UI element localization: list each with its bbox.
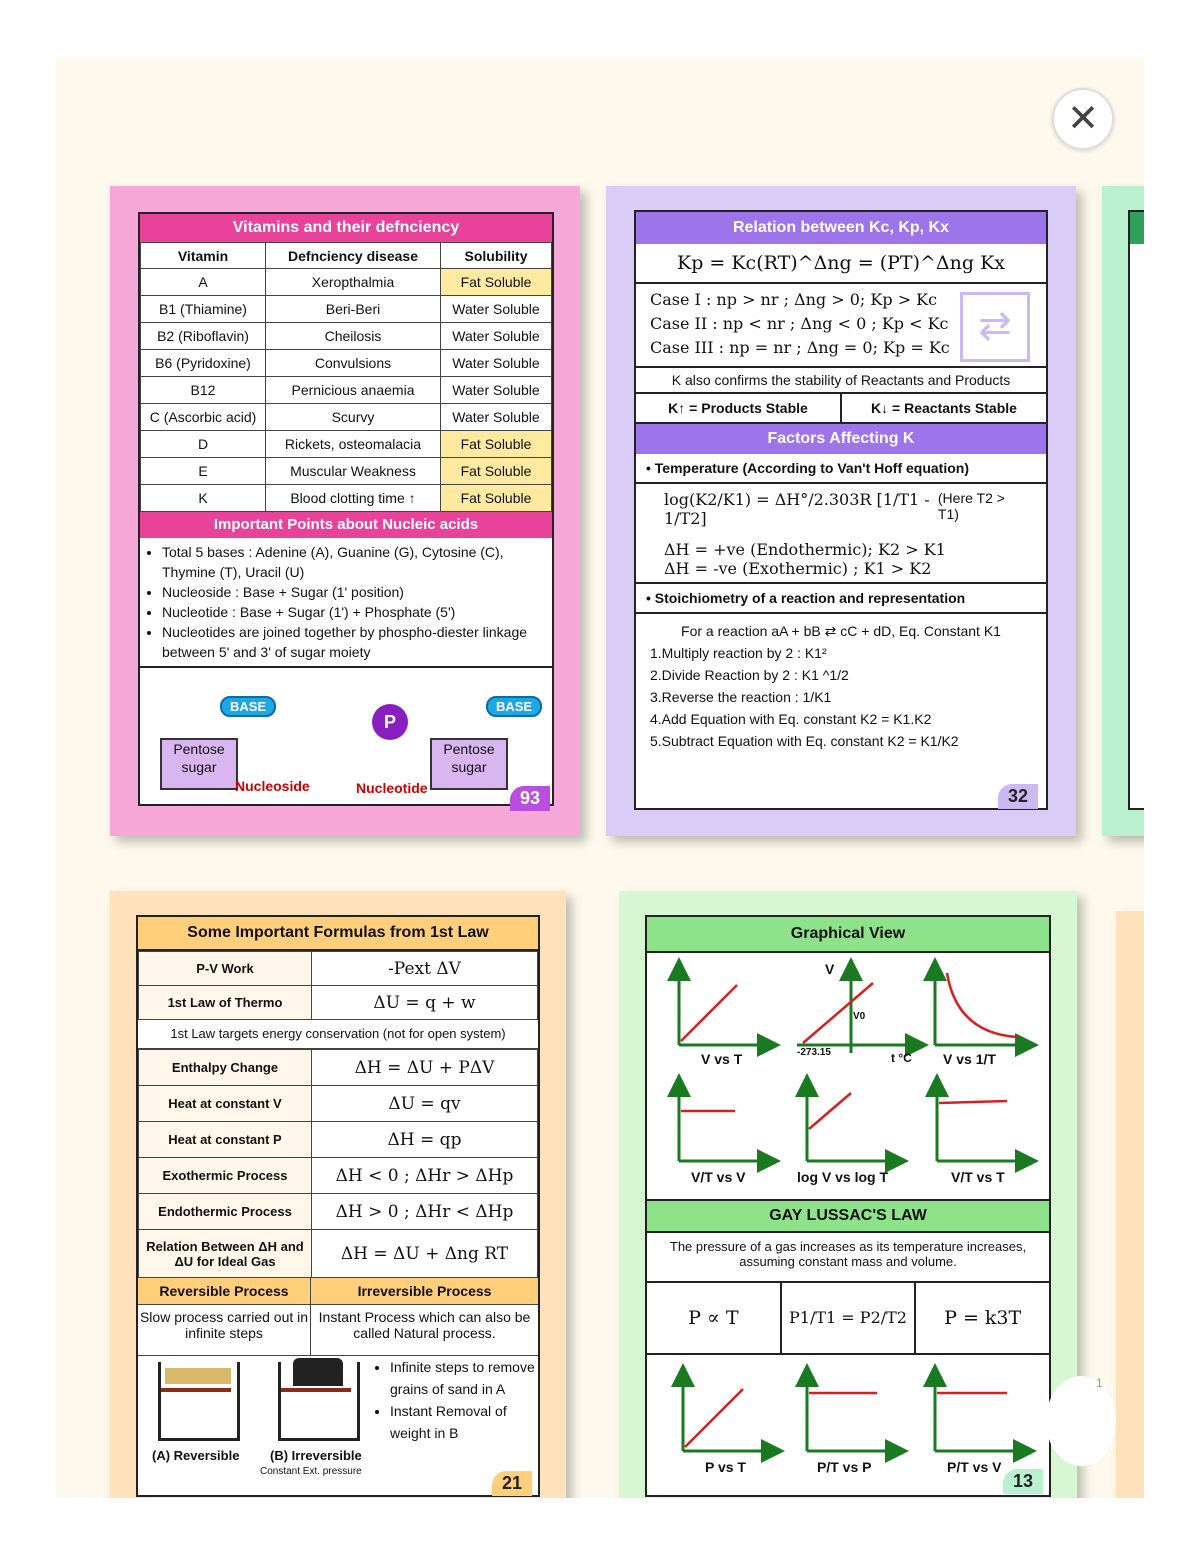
pentose-sugar-2: Pentose sugar <box>430 738 508 790</box>
list-item: • Nucleotides are joined together by phospho-diester linkage between 5' and 3' of sugar moiety <box>162 622 544 662</box>
table-row <box>139 1122 538 1158</box>
quantity-cell: P-V Work <box>139 952 312 986</box>
vitamins-title: Vitamins and their defnciency <box>140 214 552 242</box>
quantity-cell: Exothermic Process <box>139 1158 312 1194</box>
table-row <box>139 1050 538 1086</box>
overlay-badge: 1 <box>1096 1376 1103 1390</box>
formula-cell: ΔH > 0 ; ΔHr < ΔHp <box>312 1194 538 1230</box>
disease-cell: Blood clotting time ↑ <box>266 485 441 512</box>
table-row <box>141 458 552 485</box>
graph-label-8: P/T vs P <box>817 1459 872 1475</box>
graph-label-6: V/T vs T <box>951 1169 1005 1185</box>
formula-cell: ΔH = ΔU + Δng RT <box>312 1230 538 1278</box>
stoichiometry-block <box>636 614 1046 758</box>
process-figures <box>138 1356 538 1480</box>
base-badge-2: BASE <box>486 696 542 717</box>
vant-hoff-block <box>636 484 1046 584</box>
case-line: Case II : np < nr ; Δng < 0 ; Kp < Kc <box>650 314 949 333</box>
disease-cell: Muscular Weakness <box>266 458 441 485</box>
table-row <box>139 1230 538 1278</box>
pressure-graphs <box>647 1355 1049 1495</box>
table-row <box>139 986 538 1020</box>
solubility-cell: Fat Soluble <box>441 431 552 458</box>
quantity-cell: Relation Between ΔH and ΔU for Ideal Gas <box>139 1230 312 1278</box>
table-row <box>141 377 552 404</box>
vitamin-cell: B2 (Riboflavin) <box>141 323 266 350</box>
formula-cell: ΔU = q + w <box>312 986 538 1020</box>
axis-v-label: V <box>825 961 835 977</box>
figure-caption: Constant Ext. pressure <box>260 1466 362 1477</box>
thermo-card-content <box>136 915 540 1497</box>
vitamins-table <box>140 242 552 512</box>
next-card-partial-2[interactable] <box>1116 911 1144 1498</box>
thermo-title: Some Important Formulas from 1st Law <box>138 917 538 951</box>
table-row <box>141 431 552 458</box>
irreversible-header: Irreversible Process <box>357 1283 492 1299</box>
stoichiometry-point: Stoichiometry of a reaction and representation <box>654 590 966 606</box>
pentose-sugar-1: Pentose sugar <box>160 738 238 790</box>
vitamin-cell: B6 (Pyridoxine) <box>141 350 266 377</box>
stability-note: K also confirms the stability of Reactants and Products <box>636 368 1046 394</box>
irreversible-figure <box>278 1362 360 1441</box>
disease-cell: Cheilosis <box>266 323 441 350</box>
vitamin-cell: B12 <box>141 377 266 404</box>
reversible-header: Reversible Process <box>138 1278 311 1304</box>
base-badge-1: BASE <box>220 696 276 717</box>
quantity-cell: Enthalpy Change <box>139 1050 312 1086</box>
solubility-cell: Water Soluble <box>441 377 552 404</box>
reversible-caption: (A) Reversible <box>152 1448 240 1463</box>
gas-card-content <box>645 915 1051 1497</box>
solubility-cell: Water Soluble <box>441 350 552 377</box>
k-up-note: K↑ = Products Stable <box>636 394 842 422</box>
first-law-note: 1st Law targets energy conservation (not for open system) <box>138 1020 538 1049</box>
phosphate-circle: P <box>372 704 408 740</box>
col-vitamin: Vitamin <box>141 243 266 269</box>
graph-label-7: P vs T <box>705 1459 746 1475</box>
disease-cell: Scurvy <box>266 404 441 431</box>
vant-hoff-equation: log(K2/K1) = ΔH°/2.303R [1/T1 - 1/T2] <box>664 490 930 528</box>
graph-label-5: log V vs log T <box>797 1169 889 1185</box>
vant-hoff-note: (Here T2 > T1) <box>937 490 1005 522</box>
list-item: • Nucleoside : Base + Sugar (1' position) <box>162 582 544 602</box>
formula-2: P1/T1 = P2/T2 <box>782 1283 917 1353</box>
formula-cell: -Pext ΔV <box>312 952 538 986</box>
reaction-step: 5.Subtract Equation with Eq. constant K2 = K1/K2 <box>650 733 959 749</box>
overlay-bubble[interactable] <box>1046 1376 1116 1466</box>
vitamins-card-content <box>138 212 554 806</box>
disease-cell: Rickets, osteomalacia <box>266 431 441 458</box>
solubility-cell: Water Soluble <box>441 323 552 350</box>
vitamin-cell: D <box>141 431 266 458</box>
table-row <box>141 269 552 296</box>
reversible-figure <box>158 1362 240 1441</box>
irreversible-desc: Instant Process which can also be called Natural process. <box>318 1309 531 1341</box>
case-line: Case III : np = nr ; Δng = 0; Kp = Kc <box>650 338 950 357</box>
quantity-cell: Heat at constant P <box>139 1122 312 1158</box>
nucleotide-label: Nucleotide <box>356 780 428 796</box>
graph-label-9: P/T vs V <box>947 1459 1002 1475</box>
solubility-cell: Fat Soluble <box>441 485 552 512</box>
graph-label-3: V vs 1/T <box>943 1051 996 1067</box>
vitamin-cell: B1 (Thiamine) <box>141 296 266 323</box>
formula-3: P = k3T <box>944 1307 1022 1329</box>
quantity-cell: 1st Law of Thermo <box>139 986 312 1020</box>
page-number: 32 <box>998 784 1038 809</box>
gay-lussac-title: GAY LUSSAC'S LAW <box>647 1201 1049 1233</box>
equilibrium-card[interactable] <box>606 186 1076 836</box>
quantity-cell: Heat at constant V <box>139 1086 312 1122</box>
gay-lussac-desc: The pressure of a gas increases as its temperature increases, assuming constant mass and volume. <box>647 1233 1049 1283</box>
main-equation: Kp = Kc(RT)^Δng = (PT)^Δng Kx <box>636 244 1046 284</box>
col-solubility: Solubility <box>441 243 552 269</box>
nucleoside-label: Nucleoside <box>235 778 310 794</box>
reaction-step: 3.Reverse the reaction : 1/K1 <box>650 689 832 705</box>
formula-cell: ΔU = qv <box>312 1086 538 1122</box>
reaction-step: 2.Divide Reaction by 2 : K1 ^1/2 <box>650 667 849 683</box>
solubility-cell: Water Soluble <box>441 404 552 431</box>
formula-cell: ΔH = ΔU + PΔV <box>312 1050 538 1086</box>
graph-label-4: V/T vs V <box>691 1169 746 1185</box>
table-row <box>141 350 552 377</box>
vitamin-cell: A <box>141 269 266 296</box>
page-number: 13 <box>1003 1469 1043 1494</box>
table-row <box>141 296 552 323</box>
factors-title: Factors Affecting K <box>636 424 1046 454</box>
disease-cell: Xeropthalmia <box>266 269 441 296</box>
vitamins-card[interactable] <box>110 186 580 836</box>
formula-cell: ΔH < 0 ; ΔHr > ΔHp <box>312 1158 538 1194</box>
solubility-cell: Fat Soluble <box>441 458 552 485</box>
list-item: • Total 5 bases : Adenine (A), Guanine (G), Cytosine (C), Thymine (T), Uracil (U) <box>162 542 544 582</box>
thermo-table-2 <box>138 1049 538 1278</box>
table-row <box>139 1158 538 1194</box>
reaction-step: 1.Multiply reaction by 2 : K1² <box>650 645 827 661</box>
cases-block <box>636 284 1046 368</box>
nucleic-title: Important Points about Nucleic acids <box>140 512 552 538</box>
equilibrium-card-content: Relation between Kc, Kp, Kx Kp = Kc(RT)^Δng = (PT)^Δng Kx Case I : np > nr ; Δng > 0; Kp > Kc Case II : np < nr ; Δng < 0 ; Kp < Kc Case III : np = nr ; Δng = 0; Kp = Kc ⇄ K also confirms the stability of Reactants and Products K↑ = Products Stable K↓ = Reactants Stable Factors Affecting K • Temperature (According to Van't Hoff equation) log(K2/K1) = ΔH°/2.303R [1/T1 - 1/T2] (Here T2 > T1) ΔH = +ve (Endothermic); K2 > K1 ΔH = -ve (Exothermic) ; K1 > K2 • Stoichiometry of a reaction and representation For a reaction aA + bB ⇄ cC + dD, Eq. Constant K1 1.Multiply reaction by 2 : K1² 2.Divide Reaction by 2 : K1 ^1/2 3.Reverse the reaction : 1/K1 4.Add Equation with Eq. constant K2 = K1.K2 5.Subtract Equation with Eq. constant K2 = K1/K2 <box>634 210 1048 810</box>
table-row <box>139 1086 538 1122</box>
close-button[interactable] <box>1052 88 1114 150</box>
thermo-card[interactable] <box>110 891 566 1498</box>
case-line: Case I : np > nr ; Δng > 0; Kp > Kc <box>650 290 938 309</box>
nucleic-points <box>140 538 552 666</box>
graphical-view-title: Graphical View <box>647 917 1049 953</box>
vitamin-cell: K <box>141 485 266 512</box>
exothermic-line: ΔH = -ve (Exothermic) ; K1 > K2 <box>664 559 932 578</box>
next-card-partial[interactable] <box>1102 186 1144 836</box>
flashcard-viewer <box>56 58 1144 1498</box>
table-row <box>141 323 552 350</box>
graphs-svg <box>647 953 1049 1199</box>
graphs-grid <box>647 953 1049 1201</box>
col-disease: Defnciency disease <box>266 243 441 269</box>
disease-cell: Convulsions <box>266 350 441 377</box>
nucleotide-diagram <box>140 666 552 828</box>
axis-v0-label: V0 <box>853 1011 866 1022</box>
disease-cell: Beri-Beri <box>266 296 441 323</box>
formula-cell: ΔH = qp <box>312 1122 538 1158</box>
close-icon: ✕ <box>1067 98 1099 140</box>
list-item: • Instant Removal of weight in B <box>390 1400 540 1444</box>
thermo-table <box>138 951 538 1020</box>
quantity-cell: Endothermic Process <box>139 1194 312 1230</box>
graph-label-2: t °C <box>891 1051 912 1065</box>
k-down-note: K↓ = Reactants Stable <box>871 400 1017 416</box>
irreversible-caption: (B) Irreversible <box>270 1448 362 1463</box>
reversible-desc: Slow process carried out in infinite steps <box>138 1305 311 1355</box>
table-row <box>139 1194 538 1230</box>
temp-zero-label: -273.15 <box>797 1047 831 1058</box>
vitamin-cell: C (Ascorbic acid) <box>141 404 266 431</box>
endothermic-line: ΔH = +ve (Endothermic); K2 > K1 <box>664 540 946 559</box>
solubility-cell: Water Soluble <box>441 296 552 323</box>
equilibrium-arrows-icon: ⇄ <box>960 292 1030 362</box>
gas-laws-card[interactable] <box>619 891 1077 1498</box>
disease-cell: Pernicious anaemia <box>266 377 441 404</box>
page-number: 93 <box>510 786 550 811</box>
vitamin-cell: E <box>141 458 266 485</box>
table-row <box>139 952 538 986</box>
equilibrium-title: Relation between Kc, Kp, Kx <box>636 212 1046 244</box>
list-item: • Infinite steps to remove grains of sand in A <box>390 1356 540 1400</box>
reaction-step: 4.Add Equation with Eq. constant K2 = K1.K2 <box>650 711 932 727</box>
list-item: • Nucleotide : Base + Sugar (1') + Phosphate (5') <box>162 602 544 622</box>
temperature-point: Temperature (According to Van't Hoff equation) <box>654 460 969 476</box>
graph-label-1: V vs T <box>701 1051 743 1067</box>
table-row <box>141 485 552 512</box>
formula-1: P ∝ T <box>647 1283 782 1353</box>
solubility-cell: Fat Soluble <box>441 269 552 296</box>
table-row <box>141 404 552 431</box>
page-number: 21 <box>492 1471 532 1496</box>
reaction-intro: For a reaction aA + bB ⇄ cC + dD, Eq. Constant K1 <box>681 623 1001 639</box>
